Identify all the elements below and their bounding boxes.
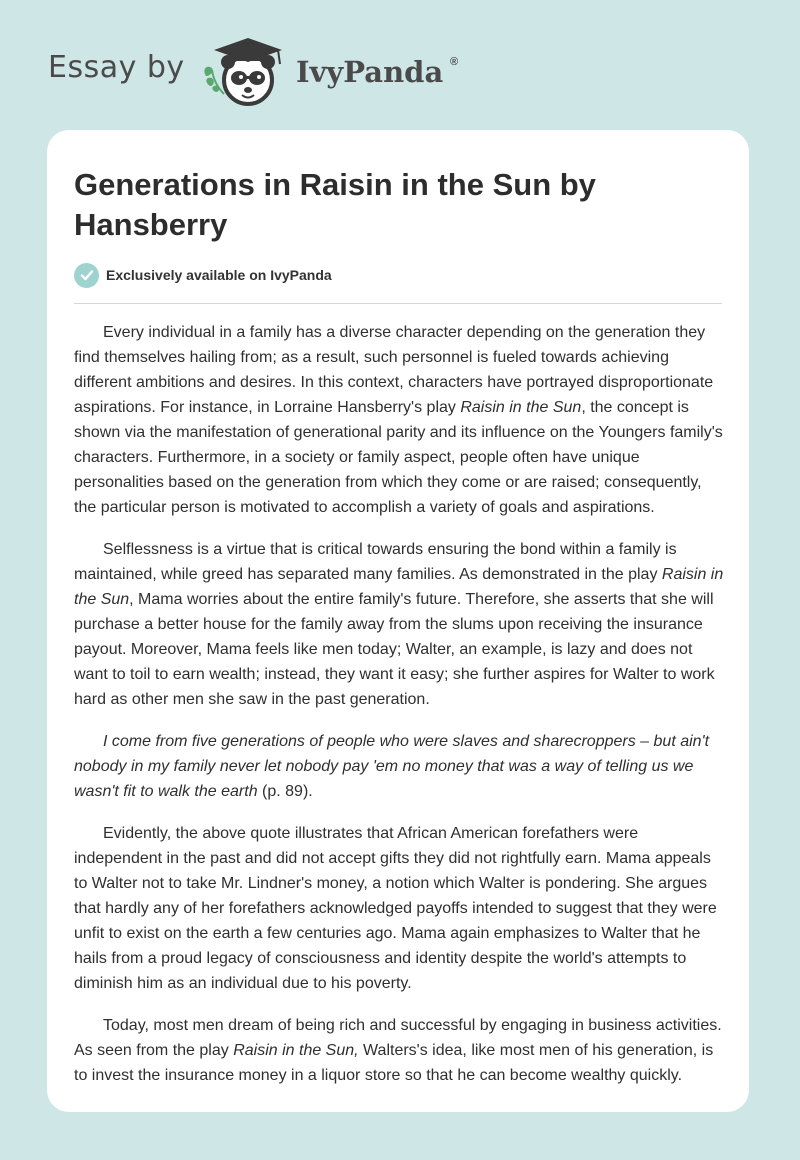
essay-card bbox=[47, 130, 749, 1112]
site-header bbox=[0, 0, 800, 130]
panda-graduate-icon[interactable] bbox=[200, 34, 292, 110]
paragraph-2: Selflessness is a virtue that is critical towards ensuring the bond within a family is maintained, while greed has separated many families. As demonstrated in the play Raisin in the Sun, Mama worries about the entire family's future. Therefore, she asserts that she will purchase a better house for the family away from the slums upon receiving the insurance payout. Moreover, Mama feels like men today; Walter, an example, is lazy and does not want to toil to earn wealth; instead, they want it easy; she further aspires for Walter to work hard as other men she saw in the past generation. bbox=[74, 541, 724, 708]
paragraph-4: Evidently, the above quote illustrates that African American forefathers were independent in the past and did not accept gifts they did not rightfully earn. Mama appeals to Walter not to take Mr. Lindner's money, a notion which Walter is pondering. She argues that hardly any of her forefathers acknowledged payoffs intended to suggest that they were unfit to exist on the earth a few centuries ago. Mama again emphasizes to Walter that he hails from a proud legacy of consciousness and identity despite the world's attempts to diminish him as an individual due to his poverty. bbox=[74, 825, 717, 992]
check-circle-icon bbox=[74, 263, 99, 288]
badge-label: Exclusively available on IvyPanda bbox=[106, 267, 332, 283]
paragraph-1: Every individual in a family has a diverse character depending on the generation they find themselves hailing from; as a result, such personnel is fueled towards achieving different ambitions and desires. In this context, characters have portrayed disproportionate aspirations. For instance, in Lorraine Hansberry's play Raisin in the Sun, the concept is shown via the manifestation of generational parity and its influence on the Youngers family's characters. Furthermore, in a society or family aspect, people often have unique personalities based on the generation from which they come or are raised; consequently, the particular person is motivated to accomplish a variety of goals and aspirations. bbox=[74, 324, 723, 516]
block-quote: I come from five generations of people who were slaves and sharecroppers – but ain't nobody in my family never let nobody pay 'em no money that was a way of telling us we wasn't fit to walk the earth (p. 89). bbox=[74, 733, 710, 800]
registered-mark: ® bbox=[450, 56, 459, 68]
essay-body bbox=[74, 320, 724, 1105]
essay-by-label: Essay by bbox=[48, 50, 185, 85]
exclusive-badge bbox=[74, 262, 332, 288]
page-title: Generations in Raisin in the Sun by Hansberry bbox=[74, 167, 596, 242]
brand-name: IvyPanda bbox=[296, 55, 444, 89]
paragraph-5: Today, most men dream of being rich and successful by engaging in business activities. As seen from the play Raisin in the Sun, Walters's idea, like most men of his generation, is to invest the insurance money in a liquor store so that he can become wealthy quickly. bbox=[74, 1017, 722, 1084]
divider bbox=[74, 303, 722, 304]
